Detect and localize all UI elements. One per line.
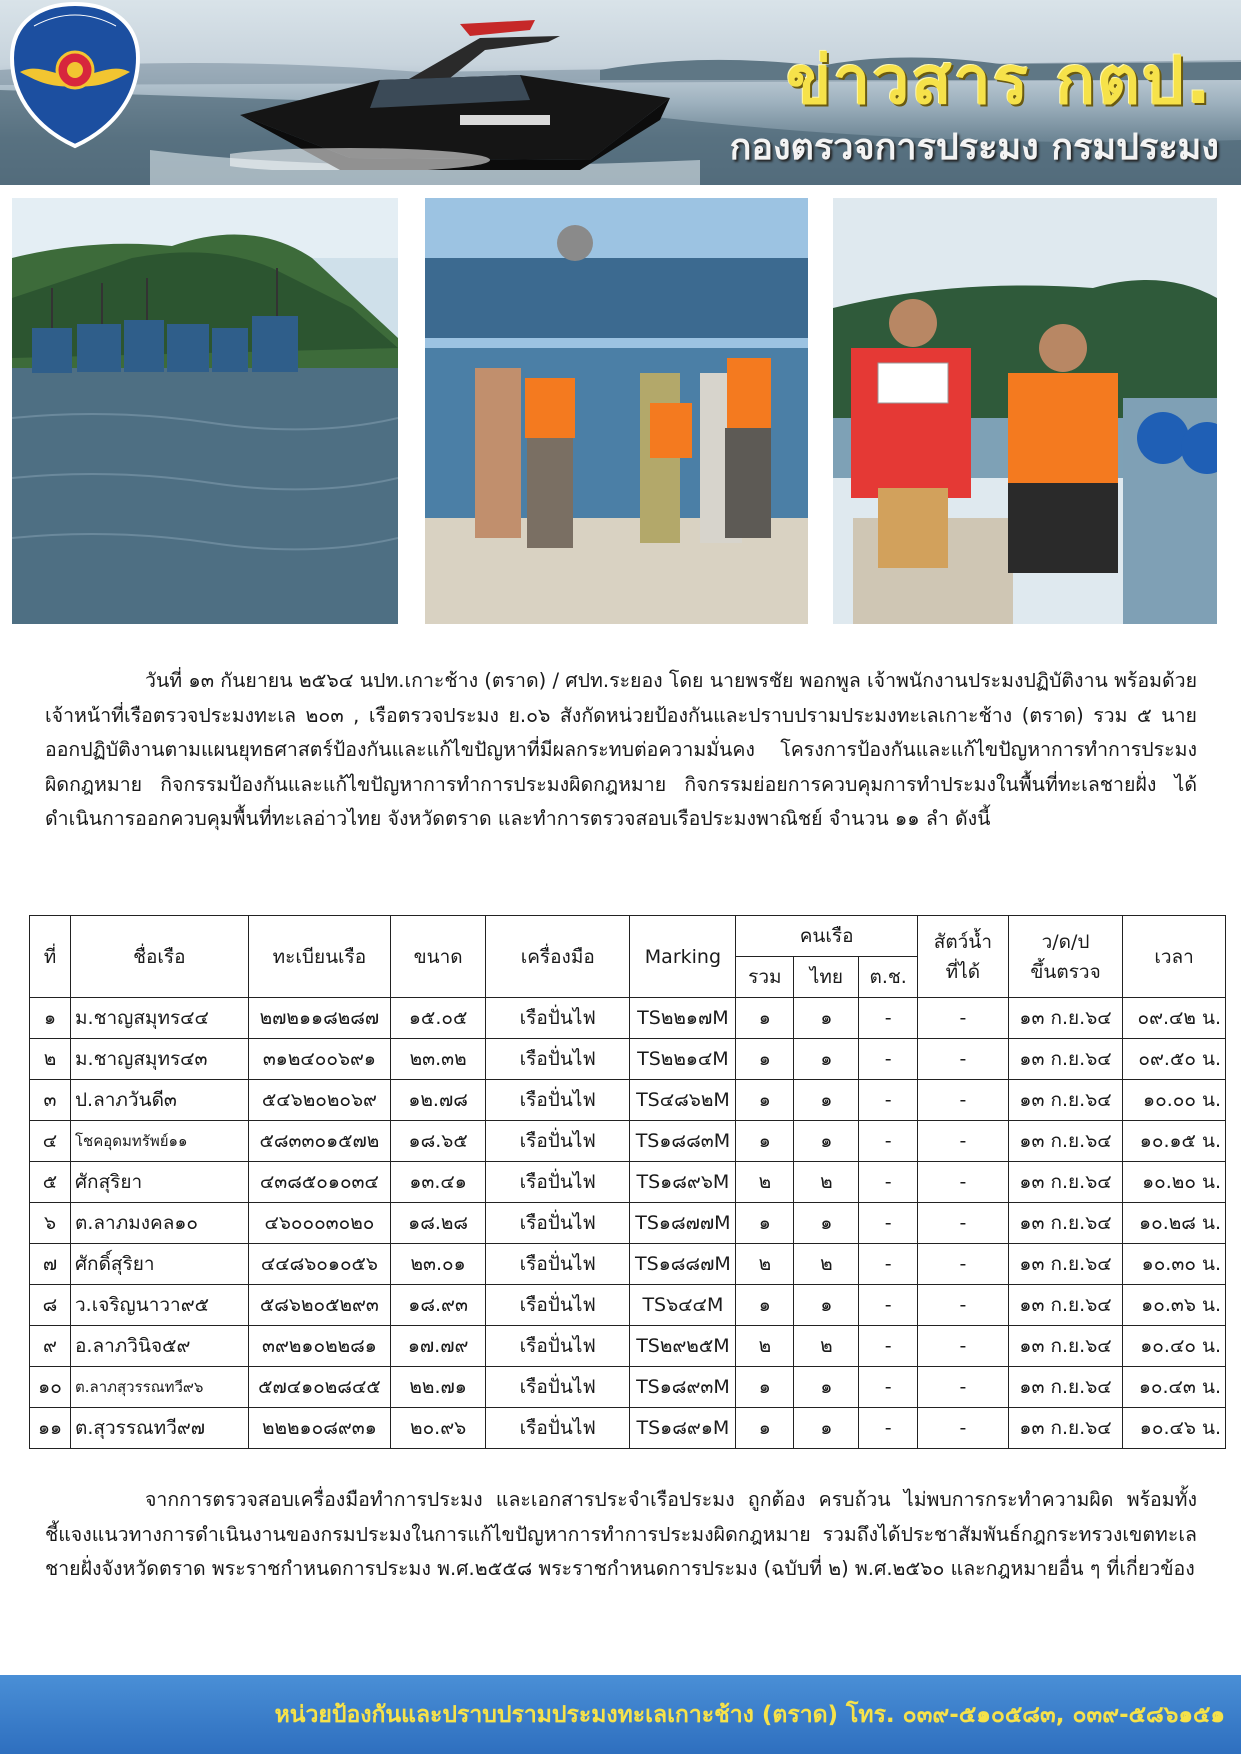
cell-no: ๖	[30, 1203, 71, 1244]
cell-time: ๑๐.๐๐ น.	[1123, 1080, 1226, 1121]
cell-no: ๕	[30, 1162, 71, 1203]
cell-size: ๑๘.๒๘	[391, 1203, 486, 1244]
cell-marking: TS๒๒๑๔M	[630, 1039, 736, 1080]
cell-catch: -	[917, 1326, 1008, 1367]
cell-catch: -	[917, 1367, 1008, 1408]
cell-foreign: -	[859, 1244, 917, 1285]
cell-reg: ๕๔๖๒๐๒๐๖๙	[248, 1080, 391, 1121]
cell-gear: เรือปั่นไฟ	[486, 1408, 630, 1449]
cell-name: ต.สุวรรณทวี๙๗	[71, 1408, 249, 1449]
cell-reg: ๕๗๔๑๐๒๘๔๕	[248, 1367, 391, 1408]
cell-gear: เรือปั่นไฟ	[486, 1326, 630, 1367]
cell-date: ๑๓ ก.ย.๖๔	[1008, 1285, 1122, 1326]
photo-fishing-boats	[12, 198, 398, 624]
cell-marking: TS๑๘๙๑M	[630, 1408, 736, 1449]
cell-catch: -	[917, 1162, 1008, 1203]
cell-thai: ๑	[794, 1203, 859, 1244]
cell-foreign: -	[859, 1080, 917, 1121]
cell-no: ๑๑	[30, 1408, 71, 1449]
table-row	[30, 1121, 1226, 1162]
cell-gear: เรือปั่นไฟ	[486, 1039, 630, 1080]
cell-size: ๒๐.๙๖	[391, 1408, 486, 1449]
photo-crew-document	[833, 198, 1217, 624]
cell-date: ๑๓ ก.ย.๖๔	[1008, 1039, 1122, 1080]
cell-date: ๑๓ ก.ย.๖๔	[1008, 1326, 1122, 1367]
cell-size: ๑๕.๐๕	[391, 998, 486, 1039]
cell-gear: เรือปั่นไฟ	[486, 1203, 630, 1244]
cell-no: ๗	[30, 1244, 71, 1285]
header-banner	[0, 0, 1241, 185]
cell-reg: ๔๔๘๖๐๑๐๕๖	[248, 1244, 391, 1285]
cell-marking: TS๖๔๔M	[630, 1285, 736, 1326]
cell-size: ๑๘.๖๕	[391, 1121, 486, 1162]
cell-name: โชคอุดมทรัพย์๑๑	[71, 1121, 249, 1162]
cell-size: ๑๗.๗๙	[391, 1326, 486, 1367]
cell-time: ๑๐.๓๖ น.	[1123, 1285, 1226, 1326]
cell-thai: ๑	[794, 1080, 859, 1121]
table-row	[30, 1285, 1226, 1326]
cell-time: ๐๙.๔๒ น.	[1123, 998, 1226, 1039]
cell-reg: ๕๘๓๓๐๑๕๗๒	[248, 1121, 391, 1162]
cell-total: ๑	[736, 1408, 794, 1449]
cell-name: ม.ชาญสมุทร๔๓	[71, 1039, 249, 1080]
cell-gear: เรือปั่นไฟ	[486, 1367, 630, 1408]
cell-reg: ๓๑๒๔๐๐๖๙๑	[248, 1039, 391, 1080]
cell-time: ๑๐.๑๕ น.	[1123, 1121, 1226, 1162]
header-boat-name: ชื่อเรือ	[71, 916, 249, 998]
cell-size: ๑๘.๙๓	[391, 1285, 486, 1326]
cell-marking: TS๑๘๙๖M	[630, 1162, 736, 1203]
vessel-inspection-table	[29, 915, 1226, 1449]
table-row	[30, 1080, 1226, 1121]
cell-foreign: -	[859, 1121, 917, 1162]
cell-size: ๑๓.๔๑	[391, 1162, 486, 1203]
header-time: เวลา	[1123, 916, 1226, 998]
cell-foreign: -	[859, 1039, 917, 1080]
cell-foreign: -	[859, 1162, 917, 1203]
table-row	[30, 1244, 1226, 1285]
cell-thai: ๑	[794, 1408, 859, 1449]
cell-thai: ๑	[794, 1285, 859, 1326]
cell-catch: -	[917, 1080, 1008, 1121]
cell-size: ๒๓.๐๑	[391, 1244, 486, 1285]
cell-thai: ๑	[794, 998, 859, 1039]
footer-bar	[0, 1675, 1241, 1754]
cell-total: ๑	[736, 1121, 794, 1162]
cell-time: ๑๐.๔๐ น.	[1123, 1326, 1226, 1367]
table-row	[30, 1367, 1226, 1408]
cell-total: ๑	[736, 1039, 794, 1080]
header-catch-line1: สัตว์น้ำ	[933, 930, 993, 953]
cell-date: ๑๓ ก.ย.๖๔	[1008, 1244, 1122, 1285]
cell-total: ๑	[736, 1367, 794, 1408]
cell-date: ๑๓ ก.ย.๖๔	[1008, 998, 1122, 1039]
cell-total: ๒	[736, 1326, 794, 1367]
cell-foreign: -	[859, 1203, 917, 1244]
cell-no: ๒	[30, 1039, 71, 1080]
table-row	[30, 998, 1226, 1039]
cell-foreign: -	[859, 998, 917, 1039]
cell-thai: ๒	[794, 1162, 859, 1203]
cell-time: ๐๙.๕๐ น.	[1123, 1039, 1226, 1080]
patrol-boat-image	[230, 20, 700, 170]
header-size: ขนาด	[391, 916, 486, 998]
header-marking: Marking	[630, 916, 736, 998]
cell-marking: TS๑๘๗๗M	[630, 1203, 736, 1244]
footer-contact: หน่วยป้องกันและปราบปรามประมงทะเลเกาะช้าง (ตราด) โทร. ๐๓๙-๕๑๐๕๘๓, ๐๓๙-๕๘๖๑๕๑	[274, 1702, 1225, 1728]
cell-total: ๒	[736, 1162, 794, 1203]
cell-no: ๔	[30, 1121, 71, 1162]
cell-total: ๑	[736, 1080, 794, 1121]
cell-marking: TS๑๘๙๓M	[630, 1367, 736, 1408]
cell-reg: ๔๖๐๐๐๓๐๒๐	[248, 1203, 391, 1244]
cell-gear: เรือปั่นไฟ	[486, 1080, 630, 1121]
cell-date: ๑๓ ก.ย.๖๔	[1008, 1121, 1122, 1162]
cell-no: ๙	[30, 1326, 71, 1367]
conclusion-paragraph	[45, 1483, 1197, 1587]
cell-total: ๑	[736, 1285, 794, 1326]
header-date-line1: ว/ด/ป	[1041, 930, 1090, 953]
cell-catch: -	[917, 1203, 1008, 1244]
cell-foreign: -	[859, 1285, 917, 1326]
intro-paragraph	[45, 664, 1197, 837]
newsletter-subtitle: กองตรวจการประมง กรมประมง	[729, 127, 1219, 168]
cell-size: ๒๒.๗๑	[391, 1367, 486, 1408]
table-row	[30, 1408, 1226, 1449]
cell-marking: TS๒๙๒๕M	[630, 1326, 736, 1367]
cell-time: ๑๐.๒๐ น.	[1123, 1162, 1226, 1203]
cell-date: ๑๓ ก.ย.๖๔	[1008, 1080, 1122, 1121]
cell-size: ๒๓.๓๒	[391, 1039, 486, 1080]
cell-catch: -	[917, 1285, 1008, 1326]
cell-reg: ๕๘๖๒๐๕๒๙๓	[248, 1285, 391, 1326]
cell-catch: -	[917, 1039, 1008, 1080]
cell-thai: ๑	[794, 1039, 859, 1080]
cell-name: ต.ลาภมงคล๑๐	[71, 1203, 249, 1244]
cell-time: ๑๐.๓๐ น.	[1123, 1244, 1226, 1285]
cell-thai: ๑	[794, 1121, 859, 1162]
cell-marking: TS๑๘๘๗M	[630, 1244, 736, 1285]
cell-name: ศักสุริยา	[71, 1162, 249, 1203]
header-crew-thai: ไทย	[794, 957, 859, 998]
cell-reg: ๓๙๒๑๐๒๒๘๑	[248, 1326, 391, 1367]
cell-foreign: -	[859, 1408, 917, 1449]
table-row	[30, 1203, 1226, 1244]
cell-no: ๓	[30, 1080, 71, 1121]
cell-no: ๑	[30, 998, 71, 1039]
cell-name: ม.ชาญสมุทร๔๔	[71, 998, 249, 1039]
cell-total: ๑	[736, 1203, 794, 1244]
cell-time: ๑๐.๔๓ น.	[1123, 1367, 1226, 1408]
cell-reg: ๔๓๘๕๐๑๐๓๔	[248, 1162, 391, 1203]
cell-name: ว.เจริญนาวา๙๕	[71, 1285, 249, 1326]
cell-gear: เรือปั่นไฟ	[486, 1285, 630, 1326]
cell-thai: ๒	[794, 1326, 859, 1367]
cell-marking: TS๒๒๑๗M	[630, 998, 736, 1039]
header-gear: เครื่องมือ	[486, 916, 630, 998]
cell-catch: -	[917, 1408, 1008, 1449]
cell-name: ศักดิ์สุริยา	[71, 1244, 249, 1285]
cell-thai: ๑	[794, 1367, 859, 1408]
cell-no: ๑๐	[30, 1367, 71, 1408]
cell-name: ป.ลาภวันดี๓	[71, 1080, 249, 1121]
header-crew-total: รวม	[736, 957, 794, 998]
cell-time: ๑๐.๒๘ น.	[1123, 1203, 1226, 1244]
table-header-row	[30, 916, 1226, 957]
cell-gear: เรือปั่นไฟ	[486, 1162, 630, 1203]
cell-time: ๑๐.๔๖ น.	[1123, 1408, 1226, 1449]
cell-reg: ๒๗๒๑๑๘๒๘๗	[248, 998, 391, 1039]
header-catch	[917, 916, 1008, 998]
header-no: ที่	[30, 916, 71, 998]
cell-total: ๑	[736, 998, 794, 1039]
cell-gear: เรือปั่นไฟ	[486, 1121, 630, 1162]
table-body	[30, 998, 1226, 1449]
cell-marking: TS๔๘๖๒M	[630, 1080, 736, 1121]
table-row	[30, 1162, 1226, 1203]
header-crew-foreign: ต.ช.	[859, 957, 917, 998]
cell-foreign: -	[859, 1326, 917, 1367]
cell-gear: เรือปั่นไฟ	[486, 998, 630, 1039]
table-row	[30, 1039, 1226, 1080]
header-catch-line2: ที่ได้	[945, 960, 981, 983]
table-row	[30, 1326, 1226, 1367]
header-crew: คนเรือ	[736, 916, 918, 957]
cell-date: ๑๓ ก.ย.๖๔	[1008, 1162, 1122, 1203]
intro-text: วันที่ ๑๓ กันยายน ๒๕๖๔ นปท.เกาะช้าง (ตราด) / ศปท.ระยอง โดย นายพรชัย พอกพูล เจ้าพนักงานประมงปฏิบัติงาน พร้อมด้วยเจ้าหน้าที่เรือตรวจประมงทะเล ๒๐๓ , เรือตรวจประมง ย.๐๖ สังกัดหน่วยป้องกันและปราบปรามประมงทะเลเกาะช้าง (ตราด) รวม ๕ นาย ออกปฏิบัติงานตามแผนยุทธศาสตร์ป้องกันและแก้ไขปัญหาที่มีผลกระทบต่อความมั่นคง โครงการป้องกันและแก้ไขปัญหาการทำการประมงผิดกฎหมาย กิจกรรมป้องกันและแก้ไขปัญหาการทำการประมงผิดกฎหมาย กิจกรรมย่อยการควบคุมการทำประมงในพื้นที่ทะเลชายฝั่ง ได้ดำเนินการออกควบคุมพื้นที่ทะเลอ่าวไทย จังหวัดตราด และทำการตรวจสอบเรือประมงพาณิชย์ จำนวน ๑๑ ลำ ดังนี้	[45, 669, 1197, 830]
cell-date: ๑๓ ก.ย.๖๔	[1008, 1203, 1122, 1244]
cell-thai: ๒	[794, 1244, 859, 1285]
cell-foreign: -	[859, 1367, 917, 1408]
header-registration: ทะเบียนเรือ	[248, 916, 391, 998]
cell-size: ๑๒.๗๘	[391, 1080, 486, 1121]
cell-total: ๒	[736, 1244, 794, 1285]
header-date-line2: ขึ้นตรวจ	[1030, 960, 1101, 983]
newsletter-title: ข่าวสาร กตป.	[786, 42, 1213, 119]
cell-catch: -	[917, 1244, 1008, 1285]
cell-reg: ๒๒๒๑๐๘๙๓๑	[248, 1408, 391, 1449]
cell-date: ๑๓ ก.ย.๖๔	[1008, 1408, 1122, 1449]
cell-catch: -	[917, 998, 1008, 1039]
cell-name: อ.ลาภวินิจ๕๙	[71, 1326, 249, 1367]
header-date	[1008, 916, 1122, 998]
cell-gear: เรือปั่นไฟ	[486, 1244, 630, 1285]
photo-crew-inspection	[425, 198, 808, 624]
cell-marking: TS๑๘๘๓M	[630, 1121, 736, 1162]
conclusion-text: จากการตรวจสอบเครื่องมือทำการประมง และเอกสารประจำเรือประมง ถูกต้อง ครบถ้วน ไม่พบการกระทำความผิด พร้อมทั้งชี้แจงแนวทางการดำเนินงานของกรมประมงในการแก้ไขปัญหาการทำการประมงผิดกฎหมาย รวมถึงได้ประชาสัมพันธ์กฎกระทรวงเขตทะเลชายฝั่งจังหวัดตราด พระราชกำหนดการประมง พ.ศ.๒๕๕๘ พระราชกำหนดการประมง (ฉบับที่ ๒) พ.ศ.๒๕๖๐ และกฎหมายอื่น ๆ ที่เกี่ยวข้อง	[45, 1488, 1197, 1580]
cell-name: ต.ลาภสุวรรณทวี๙๖	[71, 1367, 249, 1408]
cell-catch: -	[917, 1121, 1008, 1162]
fishery-patrol-logo	[0, 0, 150, 150]
cell-date: ๑๓ ก.ย.๖๔	[1008, 1367, 1122, 1408]
cell-no: ๘	[30, 1285, 71, 1326]
